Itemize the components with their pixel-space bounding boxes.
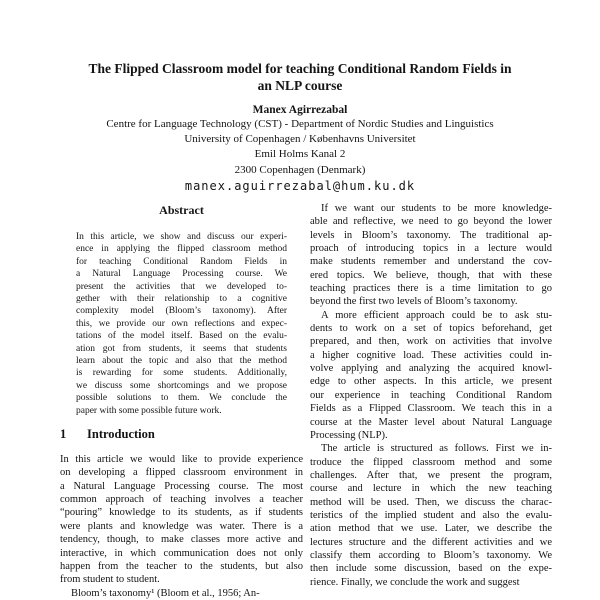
text-line: dents to work on a set of topics beforehand, get [310,323,552,335]
paper-header [0,60,600,193]
text-line: course at the Master level about Natural Language [310,416,552,428]
text-line: were plants and knowledge was water. There is a [60,520,303,532]
text-line: proach of introducing topics in a lecture would [310,243,552,255]
text-line: complexity model (Bloom’s taxonomy). After [76,306,287,317]
text-line: If we want our students to be more knowledge- [321,203,552,214]
text-line: tations of the model itself. Based on the evalu- [76,331,287,342]
text-line: volve applying and analyzing the acquired knowl- [310,363,552,375]
text-line: able and reflective, we need to go beyond the lower [310,216,552,228]
author-email: manex.aguirrezabal@hum.ku.dk [184,178,416,193]
text-line: gether with their relationship to a cognitive [76,294,287,305]
text-line: interactive, in which communication does not only [60,547,303,559]
text-line: edge to other aspects. In this article, we present [310,376,552,388]
text-line: The article is structured as follows. First we in- [321,443,552,455]
text-line: present the activities that we developed to- [76,281,287,292]
text-line: ation got from students, it seems that students [76,343,287,354]
right-column-text [310,202,552,589]
text-line: challenges. After that, we present the program, [310,469,552,481]
text-line: A more efficient approach could be to ask stu- [321,309,552,321]
text-line: rience. Finally, we conclude the work and suggest [310,576,520,588]
section-title: Introduction [87,427,155,442]
text-line: possible solutions to them. We conclude the [76,393,287,404]
text-line: we discuss some shortcomings and we propose [76,380,287,391]
abstract-text [76,231,287,417]
text-line: ered topics. We believe, though, that with these [310,269,552,281]
text-line: then include some discussion, based on the expe- [310,563,552,575]
text-line: paper with some possible future work. [76,405,222,416]
text-line: is rewarding for some students. Additionally, [76,368,287,379]
text-line: Bloom’s taxonomy¹ (Bloom et al., 1956; An- [71,587,260,599]
text-line: lectures structure and the different activities and we [310,536,552,548]
text-line: teaching practices there is a time limitation to go [310,283,552,295]
text-line: our experience in teaching Conditional Random [310,389,552,401]
text-line: ence in applying the flipped classroom method [76,244,287,255]
text-line: In this article, we show and discuss our experi- [76,232,287,242]
text-line: from student to student. [60,574,160,586]
text-line: method will be used. Then, we discuss the charac- [310,496,552,508]
text-line: on developing a flipped classroom environment in [60,467,303,479]
text-line: prepared, and then, work on activities that involve [310,336,552,348]
text-line: Processing (NLP). [310,429,388,441]
right-column [310,202,552,589]
text-line: Fields as a Flipped Classroom. We teach this in a [310,403,552,415]
text-line: for teaching Conditional Random Fields in [76,256,287,267]
text-line: a higher cognitive load. These activities could in- [310,349,552,361]
text-line: make students remember and understand the cov- [310,256,552,268]
text-line: a Natural Language Processing course. We [76,269,287,280]
text-line: course and lecture in which the new teaching [310,483,552,495]
text-line: tendency, though, to make classes more active and [60,534,303,546]
text-line: common approach of teaching involves a teacher [60,494,303,506]
text-line: teristics of the implied student and also the evalu- [310,509,552,521]
text-line: Centre for Language Technology (CST) - Department of Nordic Studies and Linguistics [106,118,494,130]
text-line: “pouring” knowledge to its students, as if students [60,507,303,519]
text-line: learn about the topic and also that the method [76,356,287,367]
section-number: 1 [60,427,67,442]
text-line: University of Copenhagen / Københavns Universitet [184,133,416,146]
text-line: an NLP course [257,78,343,93]
text-line: 2300 Copenhagen (Denmark) [234,163,366,176]
text-line: Emil Holms Kanal 2 [254,148,346,161]
text-line: happen from the teacher to the students, but also [60,560,303,572]
introduction-text [60,453,303,600]
paper-title [0,60,600,94]
text-line: beyond the first two levels of Bloom’s taxonomy. [310,296,518,308]
section-heading-introduction [60,427,303,442]
text-line: ation method that we use. Later, we describe the [310,523,552,535]
text-line: In this article we would like to provide experience [60,454,303,466]
author-name: Manex Agirrezabal [252,104,348,116]
text-line: a Natural Language Processing course. The most [60,480,303,492]
text-line: this, we provide our own reflections and expec- [76,318,287,329]
text-line: levels in Bloom’s taxonomy. The traditional ap- [310,229,552,241]
left-column [60,203,303,600]
abstract-heading: Abstract [159,203,204,217]
text-line: The Flipped Classroom model for teaching Conditional Random Fields in [88,61,512,76]
text-line: troduce the flipped classroom method and some [310,456,552,468]
author-affiliation [0,117,600,178]
text-line: classify them according to Bloom’s taxonomy. We [310,549,552,561]
